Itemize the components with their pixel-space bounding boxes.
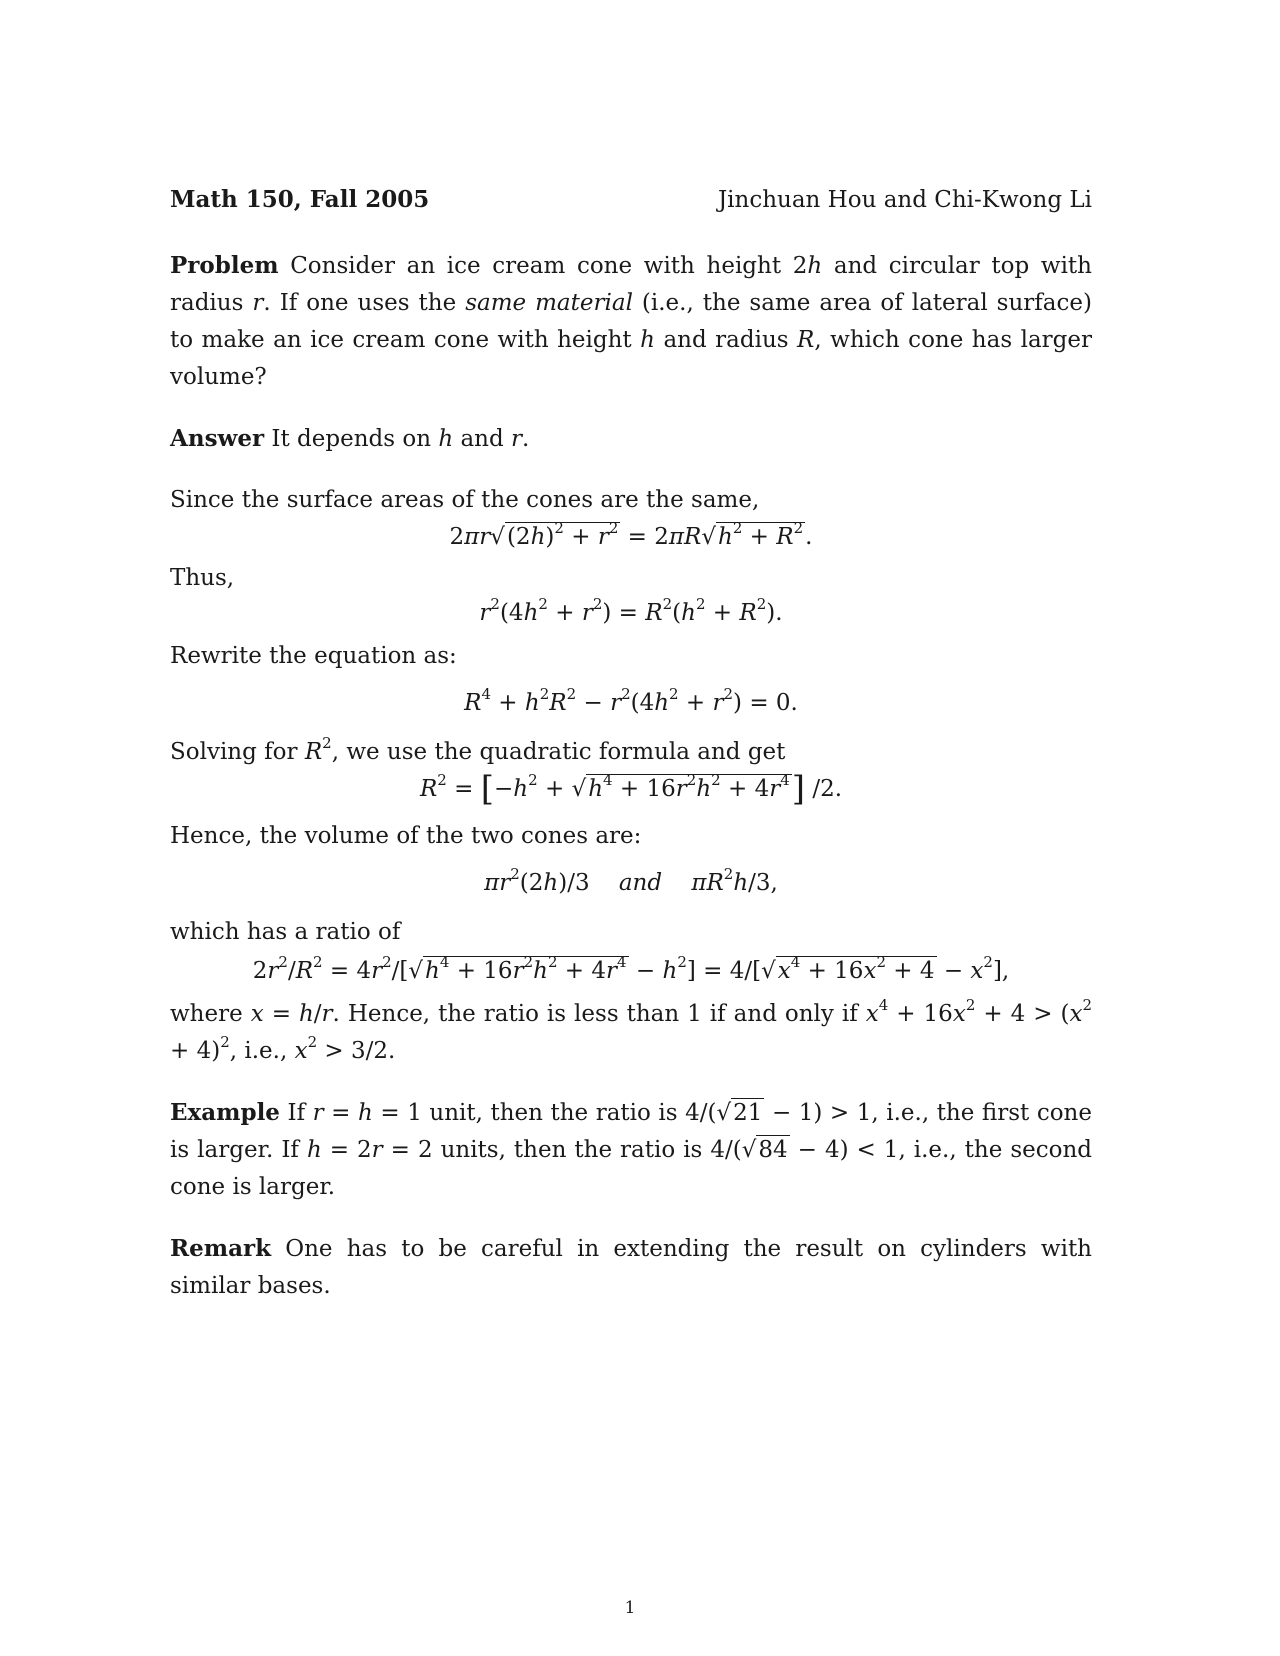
rewrite-text: Rewrite the equation as:	[170, 643, 457, 669]
remark-label: Remark	[170, 1235, 272, 1262]
where-paragraph: where x = h/r. Hence, the ratio is less than 1 if and only if $x^4 + 16x^2 + 4 > (x^2 + 4)^2$, i.e., $x^2 > 3/2$.	[170, 996, 1092, 1064]
thus-text: Thus,	[170, 565, 235, 591]
problem-paragraph: Problem Consider an ice cream cone with height 2h and circular top with radius r. If one uses the same material (i.e., the same area of lateral surface) to make an ice cream cone with height h and radius R, which cone has larger volume?	[170, 252, 1092, 390]
paper-page	[170, 185, 1092, 1305]
equation-quadratic-solution: $R^2 = [-h^2 + √h^4 + 16r^2h^2 + 4r^4]$ /2.	[419, 769, 843, 809]
since-text: Since the surface areas of the cones are the same,	[170, 487, 760, 513]
remark-paragraph: Remark One has to be careful in extending the result on cylinders with similar bases.	[170, 1235, 1092, 1299]
example-paragraph: Example If r = h = 1 unit, then the ratio is 4/(√21 − 1) > 1, i.e., the first cone is larger. If h = 2r = 2 units, then the ratio is 4/(√84 − 4) < 1, i.e., the second cone is larger.	[170, 1099, 1093, 1200]
equation-squared: $r^2(4h^2 + r^2) = R^2(h^2 + R^2)$.	[479, 595, 783, 626]
page-number: 1	[624, 1598, 636, 1618]
ratio-text: which has a ratio of	[170, 919, 401, 945]
course-title: Math 150, Fall 2005	[170, 186, 430, 213]
equation-surface-area: $2\pi r√(2h)^2 + r^2 = 2\pi R√h^2 + R^2$.	[449, 519, 813, 550]
equation-ratio: $2r^2/R^2 = 4r^2/[√h^4 + 16r^2h^2 + 4r^4 - h^2] = 4/[√x^4 + 16x^2 + 4 - x^2]$,	[252, 953, 1010, 984]
emphasis-same-material: same material	[465, 290, 633, 316]
authors: Jinchuan Hou and Chi-Kwong Li	[717, 187, 1092, 213]
answer-paragraph: Answer It depends on h and r.	[170, 425, 530, 452]
example-label: Example	[170, 1099, 280, 1126]
equation-volumes: $\pi r^2(2h)/3$ and $\pi R^2h/3$,	[484, 865, 778, 896]
hence-text: Hence, the volume of the two cones are:	[170, 823, 642, 849]
problem-label: Problem	[170, 252, 279, 279]
equation-quartic: $R^4 + h^2R^2 - r^2(4h^2 + r^2) = 0$.	[464, 685, 798, 716]
solving-paragraph: Solving for $R^2$, we use the quadratic formula and get	[170, 734, 786, 765]
page-header	[170, 185, 1092, 215]
answer-label: Answer	[170, 425, 265, 452]
